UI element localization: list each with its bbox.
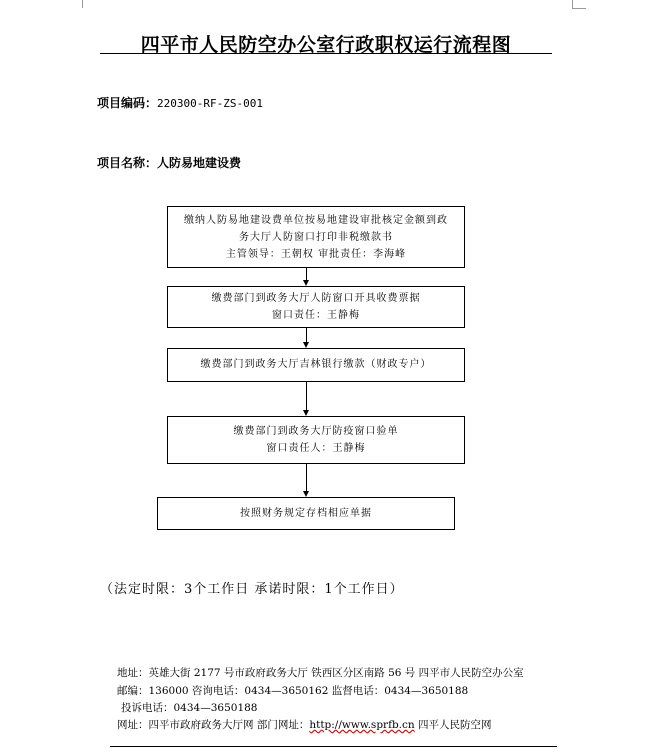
footer-rule xyxy=(110,746,557,747)
flow-step-5 xyxy=(157,497,455,530)
flow-step-4-line-2: 窗口责任人：王静梅 xyxy=(266,443,366,454)
flow-step-1 xyxy=(167,206,465,268)
project-name-label: 项目名称： xyxy=(97,156,158,170)
flow-step-4 xyxy=(167,416,465,464)
project-name xyxy=(97,154,241,171)
flow-step-2-line-1: 缴费部门到政务大厅人防窗口开具收费票据 xyxy=(211,293,421,304)
corner-mark-right-h xyxy=(572,8,586,9)
title-underline xyxy=(100,53,552,54)
footer-complaint: 投诉电话：0434—3650188 xyxy=(121,702,258,714)
footer-website-prefix: 网址：四平市政府政务大厅网 部门网址： xyxy=(117,719,310,731)
flow-connector-3 xyxy=(306,382,307,410)
flow-step-1-line-1: 缴纳人防易地建设费单位按易地建设审批核定金额到政 xyxy=(184,215,448,226)
page-title: 四平市人民防空办公室行政职权运行流程图 xyxy=(140,34,512,56)
footer-address: 地址：英雄大街 2177 号市政府政务大厅 铁西区分区南路 56 号 四平市人民防空办公室 xyxy=(117,667,524,679)
flow-step-5-line-1: 按照财务规定存档相应单据 xyxy=(240,508,372,519)
flow-step-1-line-3: 主管领导：王朝权 审批责任：李海峰 xyxy=(225,249,407,260)
corner-mark-right xyxy=(572,0,573,8)
footer-phones: 邮编：136000 咨询电话：0434—3650162 监督电话：0434—3650188 xyxy=(117,685,469,697)
flow-step-2-line-2: 窗口责任：王静梅 xyxy=(272,310,360,321)
flow-step-3 xyxy=(167,348,465,382)
project-code-label: 项目编码： xyxy=(97,96,158,110)
project-code xyxy=(97,94,263,111)
corner-mark-left xyxy=(82,0,83,8)
project-name-value: 人防易地建设费 xyxy=(157,156,242,170)
project-code-value: 220300-RF-ZS-001 xyxy=(157,97,263,110)
flow-connector-1 xyxy=(306,268,307,280)
website-link[interactable]: http://www.sprfb.cn xyxy=(309,719,415,731)
flow-step-3-line-1: 缴费部门到政务大厅吉林银行缴款（财政专户） xyxy=(200,359,432,370)
flow-step-4-line-1: 缴费部门到政务大厅防疫窗口验单 xyxy=(233,426,399,437)
time-limits: （法定时限：3个工作日 承诺时限：1个工作日） xyxy=(100,582,404,597)
flow-connector-4 xyxy=(306,464,307,491)
footer-website xyxy=(117,717,492,732)
flow-step-2 xyxy=(167,286,465,328)
footer-website-suffix: 四平人民防空网 xyxy=(414,719,492,731)
flow-connector-2 xyxy=(306,328,307,342)
flow-step-1-line-2: 务大厅人防窗口打印非税缴款书 xyxy=(239,232,393,243)
